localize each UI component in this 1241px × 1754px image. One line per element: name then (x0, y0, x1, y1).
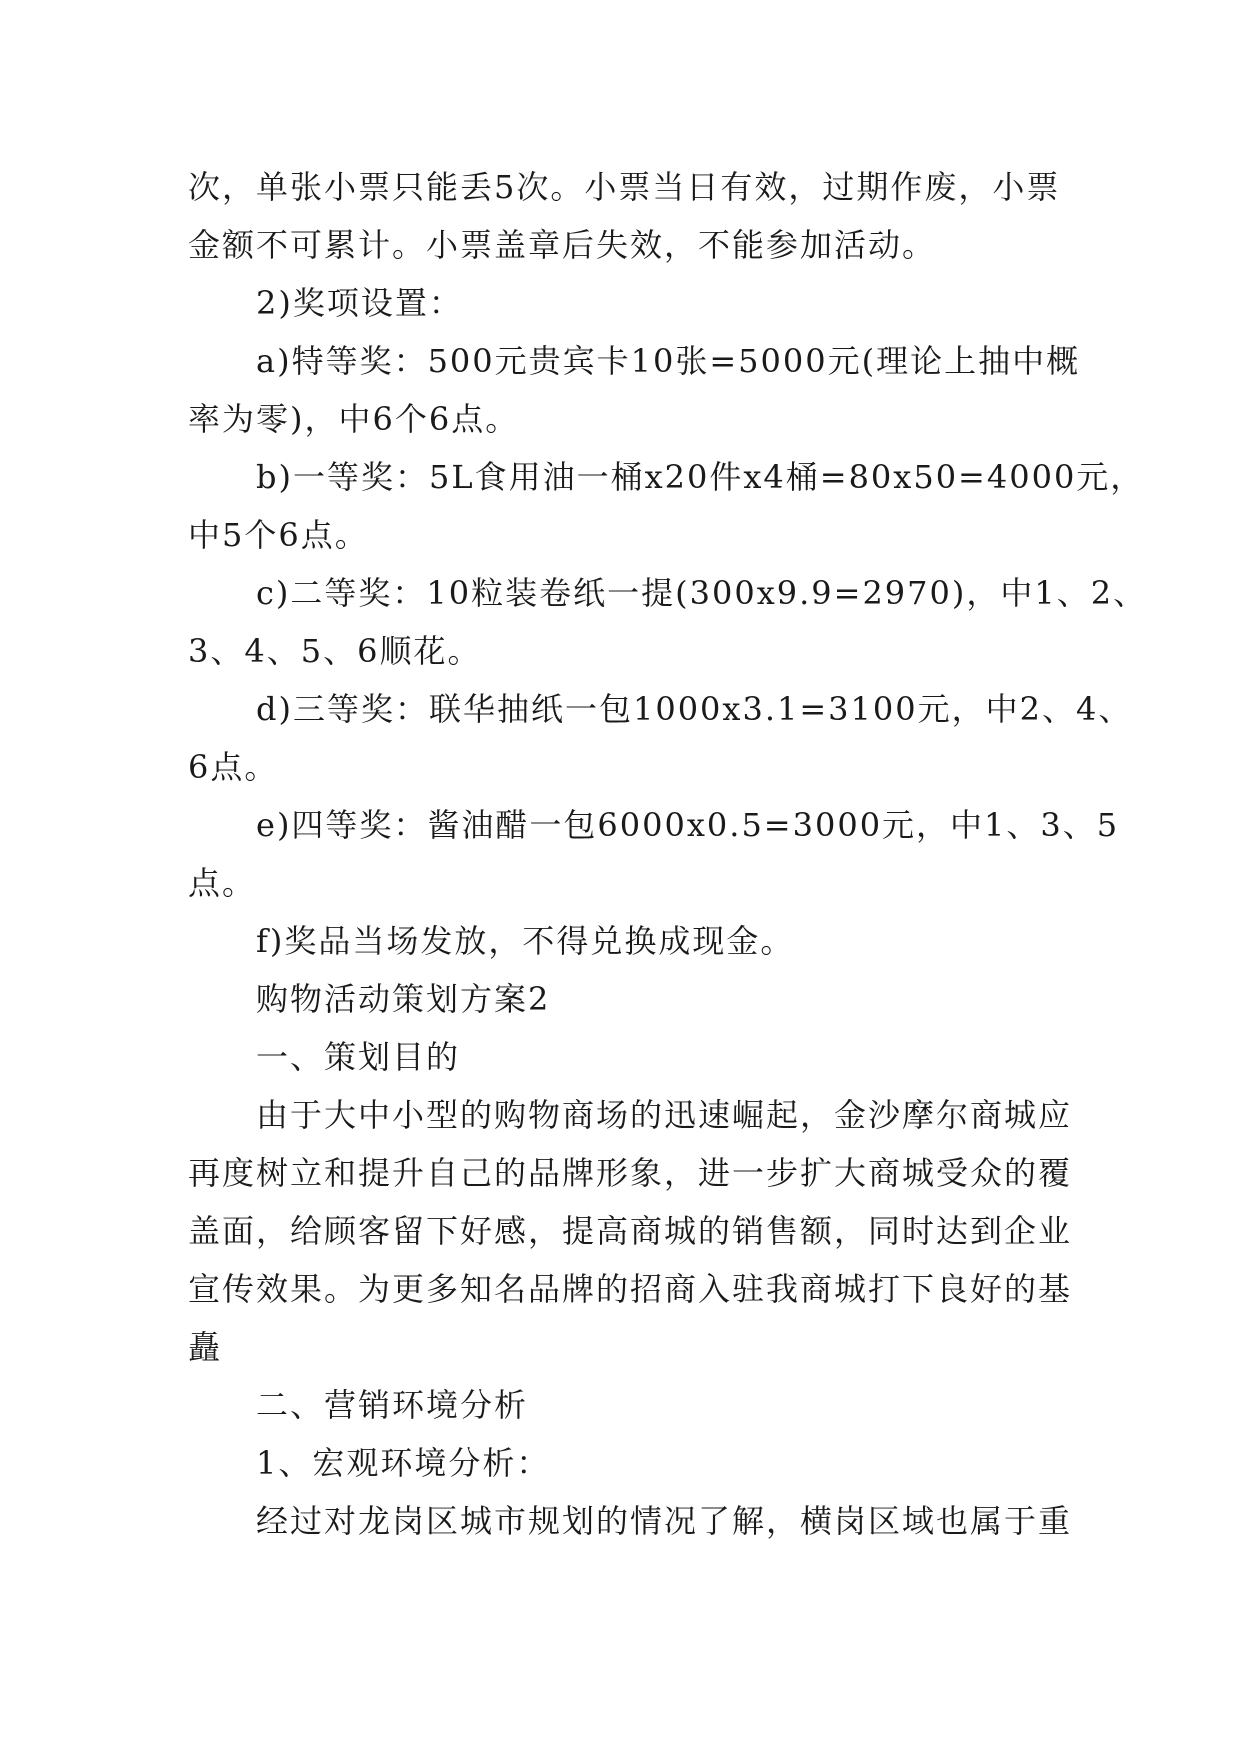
text-line: 率为零)，中6个6点。 (188, 400, 520, 438)
heading: 二、营销环境分析 (256, 1386, 529, 1424)
text-line: e)四等奖：酱油醋一包6000x0.5=3000元，中1、3、5 (256, 806, 1120, 844)
text-line: 3、4、5、6顺花。 (188, 632, 482, 670)
text-line: a)特等奖：500元贵宾卡10张=5000元(理论上抽中概 (256, 342, 1081, 380)
text-line: 中5个6点。 (188, 516, 369, 554)
text-line: c)二等奖：10粒装卷纸一提(300x9.9=2970)，中1、2、 (256, 574, 1148, 612)
text-line: 点。 (188, 864, 257, 902)
text-line: 金额不可累计。小票盖章后失效，不能参加活动。 (188, 226, 937, 264)
text-line: 6点。 (188, 748, 279, 786)
text-line: 经过对龙岗区城市规划的情况了解，横岗区域也属于重 (256, 1502, 1073, 1540)
text-line: b)一等奖：5L食用油一桶x20件x4桶=80x50=4000元， (256, 458, 1145, 496)
text-line: 再度树立和提升自己的品牌形象，进一步扩大商城受众的覆 (188, 1154, 1073, 1192)
section-title: 购物活动策划方案2 (256, 980, 551, 1018)
text-line: d)三等奖：联华抽纸一包1000x3.1=3100元，中2、4、 (256, 690, 1133, 728)
text-line: 由于大中小型的购物商场的迅速崛起，金沙摩尔商城应 (256, 1096, 1073, 1134)
subheading: 1、宏观环境分析： (256, 1444, 551, 1482)
document-body (188, 158, 1148, 1550)
heading: 一、策划目的 (256, 1038, 461, 1076)
text-line: 矗 (188, 1328, 223, 1366)
text-line: 盖面，给顾客留下好感，提高商城的销售额，同时达到企业 (188, 1212, 1073, 1250)
text-line: 宣传效果。为更多知名品牌的招商入驻我商城打下良好的基 (188, 1270, 1073, 1308)
text-line: 2)奖项设置： (256, 284, 463, 322)
text-line: 次，单张小票只能丢5次。小票当日有效，过期作废，小票 (188, 168, 1061, 206)
text-line: f)奖品当场发放，不得兑换成现金。 (256, 922, 795, 960)
